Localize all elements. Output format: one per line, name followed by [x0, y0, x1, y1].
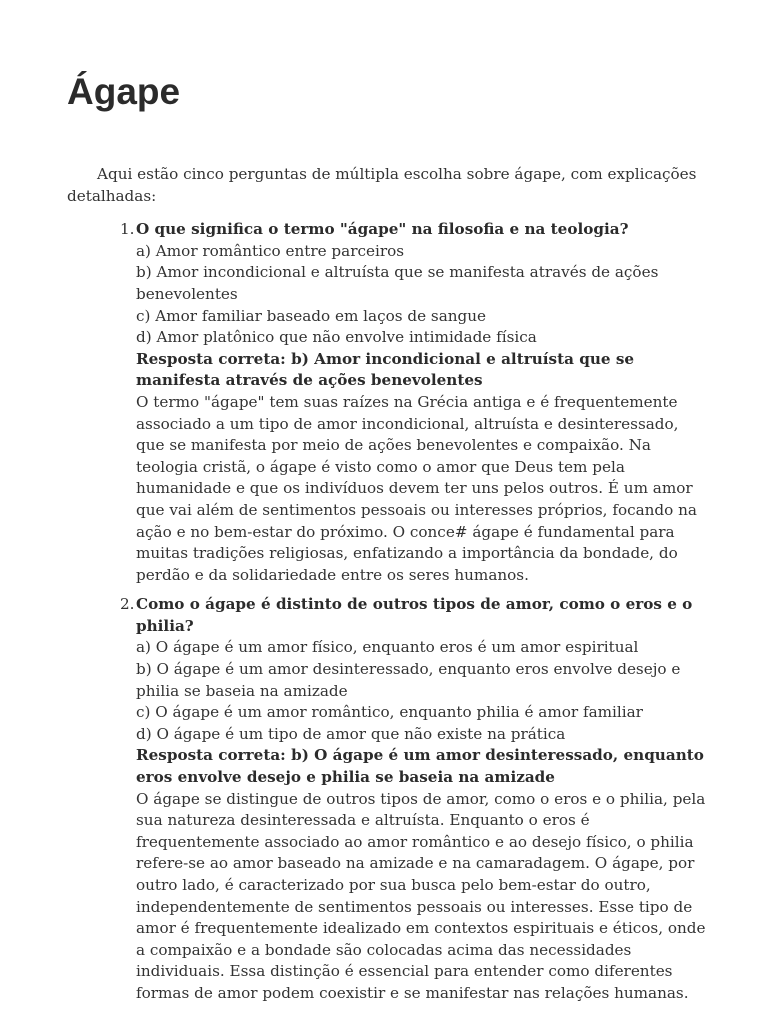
- option-d: d) O ágape é um tipo de amor que não existe na prática: [136, 724, 566, 743]
- answer-explanation: O ágape se distingue de outros tipos de amor, como o eros e o philia, pela sua natureza desinteressada e altruísta. Enquanto o eros é frequentemente associado ao amor romântico e ao desejo físico, o philia refere-se ao amor baseado na amizade e na camaradagem. O ágape, por outro lado, é caracterizado por sua busca pelo bem-estar do outro, independentemente de sentimentos pessoais ou interesses. Esse tipo de amor é frequentemente idealizado em contextos espirituais e éticos, onde a compaixão e a bondade são colocadas acima das necessidades individuais. Essa distinção é essencial para entender como diferentes formas de amor podem coexistir e se manifestar nas relações humanas.: [136, 789, 706, 1002]
- option-a: a) Amor romântico entre parceiros: [136, 241, 405, 260]
- option-c: c) O ágape é um amor romântico, enquanto philia é amor familiar: [136, 703, 643, 722]
- option-a: a) O ágape é um amor físico, enquanto eros é um amor espiritual: [136, 638, 639, 657]
- question-item: [67, 594, 707, 1004]
- question-number: 2.: [120, 595, 135, 614]
- page-title: Ágape: [67, 71, 181, 112]
- option-d: d) Amor platônico que não envolve intimidade física: [136, 328, 537, 347]
- document-body: [67, 164, 707, 1013]
- question-list: [67, 219, 707, 1004]
- option-b: b) Amor incondicional e altruísta que se manifesta através de ações benevolentes: [136, 263, 659, 303]
- question-item: [67, 219, 707, 586]
- question-number: 1.: [120, 220, 135, 239]
- answer-explanation: O termo "ágape" tem suas raízes na Grécia antiga e é frequentemente associado a um tipo de amor incondicional, altruísta e desinteressado, que se manifesta por meio de ações benevolentes e compaixão. Na teologia cristã, o ágape é visto como o amor que Deus tem pela humanidade e que os indivíduos devem ter uns pelos outros. É um amor que vai além de sentimentos pessoais ou interesses próprios, focando na ação e no bem-estar do próximo. O conce# ágape é fundamental para muitas tradições religiosas, enfatizando a importância da bondade, do perdão e da solidariedade entre os seres humanos.: [136, 392, 697, 584]
- correct-answer: Resposta correta: b) Amor incondicional e altruísta que se manifesta através de ações benevolentes: [136, 349, 635, 390]
- correct-answer: Resposta correta: b) O ágape é um amor desinteressado, enquanto eros envolve desejo e philia se baseia na amizade: [136, 746, 704, 787]
- question-text: Como o ágape é distinto de outros tipos de amor, como o eros e o philia?: [136, 595, 693, 635]
- intro-paragraph: Aqui estão cinco perguntas de múltipla escolha sobre ágape, com explicações detalhadas:: [67, 165, 697, 205]
- option-b: b) O ágape é um amor desinteressado, enquanto eros envolve desejo e philia se baseia na amizade: [136, 660, 681, 700]
- question-text: O que significa o termo "ágape" na filosofia e na teologia?: [136, 220, 629, 239]
- option-c: c) Amor familiar baseado em laços de sangue: [136, 306, 487, 325]
